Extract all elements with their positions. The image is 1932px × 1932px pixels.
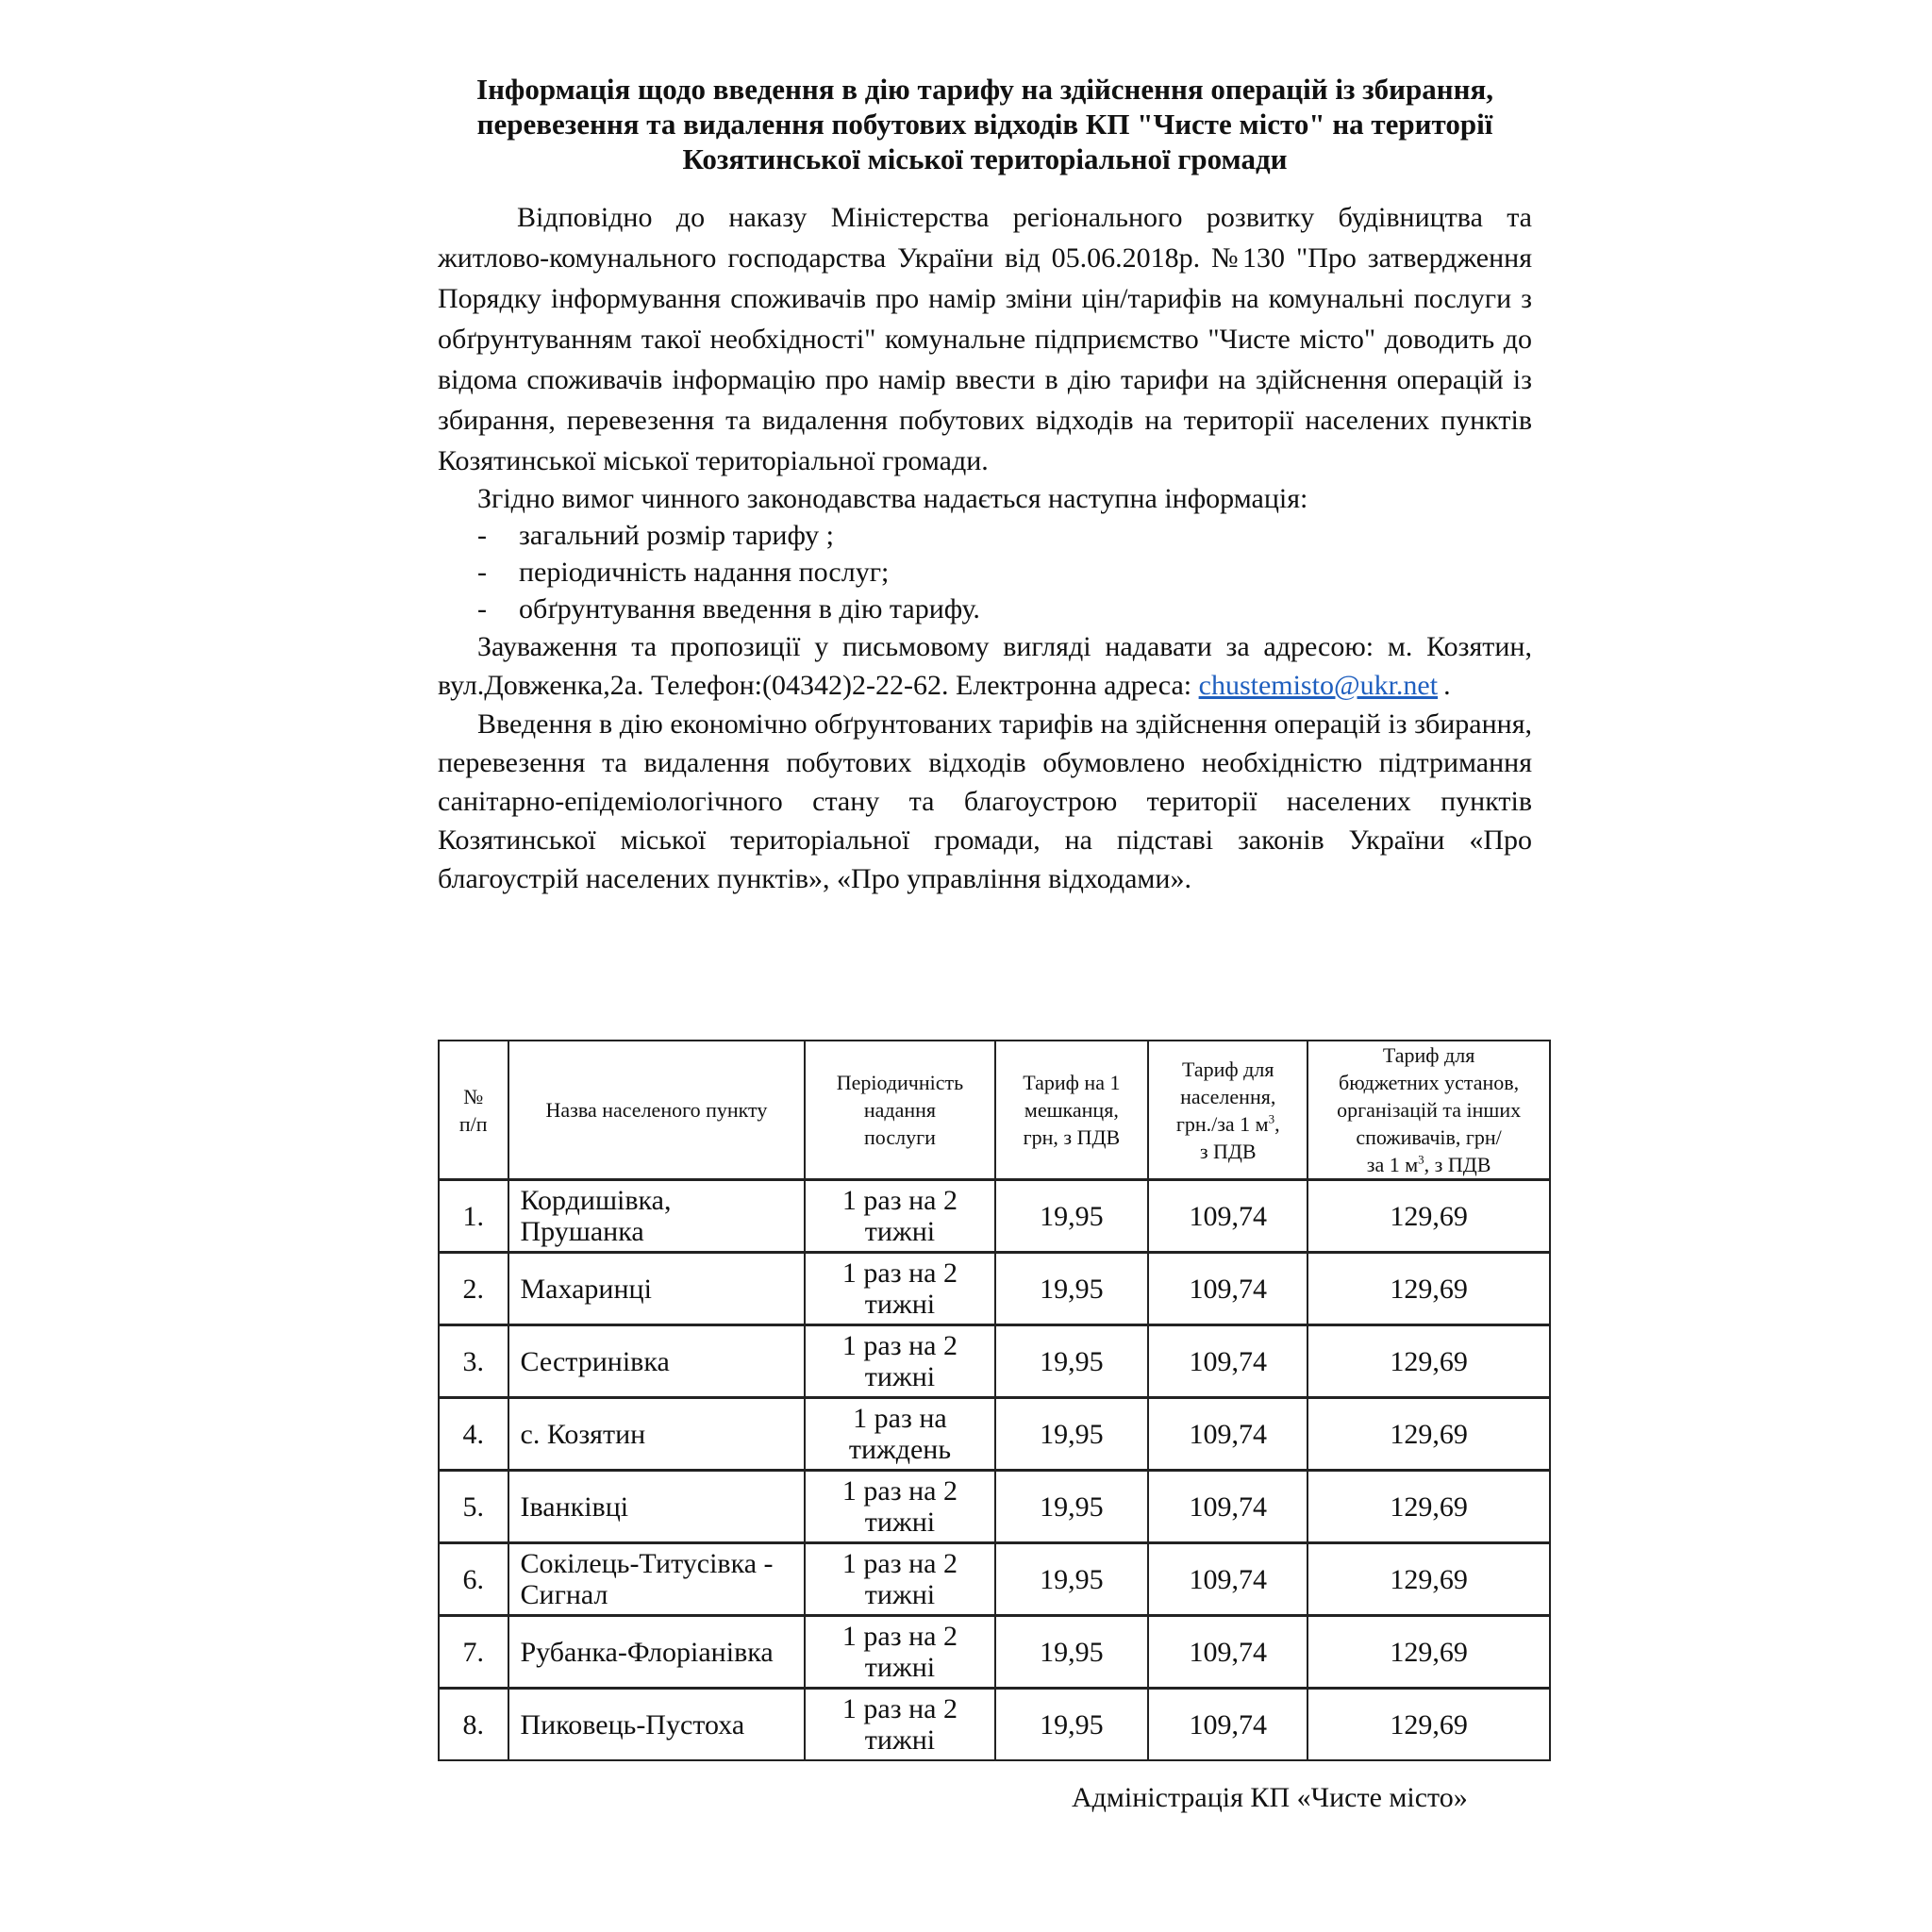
cell-tariff-per-resident: 19,95	[995, 1398, 1149, 1471]
cell-tariff-population: 109,74	[1148, 1253, 1307, 1325]
header-service-period: Періодичність надання послуги	[805, 1041, 994, 1180]
cell-tariff-budget: 129,69	[1307, 1543, 1550, 1616]
cell-tariff-budget: 129,69	[1307, 1398, 1550, 1471]
cell-service-period: 1 раз на 2 тижні	[805, 1689, 994, 1761]
table-row	[439, 1325, 1550, 1398]
contact-paragraph	[438, 627, 1532, 705]
cell-tariff-per-resident: 19,95	[995, 1543, 1149, 1616]
cell-tariff-budget: 129,69	[1307, 1180, 1550, 1253]
cell-tariff-per-resident: 19,95	[995, 1253, 1149, 1325]
contact-text: Зауваження та пропозиції у письмовому вигляді надавати за адресою: м. Козятин, вул.Довженка,2а. Телефон:(04342)2-22-62. Електронна адреса:	[438, 631, 1532, 701]
cell-tariff-budget: 129,69	[1307, 1616, 1550, 1689]
cell-tariff-budget: 129,69	[1307, 1325, 1550, 1398]
contact-trailing-period: .	[1443, 670, 1451, 701]
table-row	[439, 1543, 1550, 1616]
cell-settlement-name: Пиковець-Пустоха	[508, 1689, 806, 1761]
table-header-row	[439, 1041, 1550, 1180]
header-tariff-population: Тариф для населення, грн./за 1 $м^3$, з ПДВ	[1148, 1041, 1307, 1180]
title-line: перевезення та видалення побутових відходів КП "Чисте місто" на території	[476, 108, 1493, 141]
cell-settlement-name: Кордишівка, Прушанка	[508, 1180, 806, 1253]
cell-settlement-name: Сокілець-Титусівка - Сигнал	[508, 1543, 806, 1616]
table-row	[439, 1616, 1550, 1689]
cell-number: 1.	[439, 1180, 508, 1253]
list-item-text: загальний розмір тарифу ;	[519, 520, 834, 551]
cell-tariff-population: 109,74	[1148, 1398, 1307, 1471]
intro-paragraph: Відповідно до наказу Міністерства регіонального розвитку будівництва та житлово-комунального господарства України від 05.06.2018р. №130 "Про затвердження Порядку інформування споживачів про намір зміни цін/тарифів на комунальні послуги з обґрунтуванням такої необхідності" комунальне підприємство "Чисте місто" доводить до відома споживачів інформацію про намір ввести в дію тарифи на здійснення операцій із збирання, перевезення та видалення побутових відходів на території населених пунктів Козятинської міської територіальної громади.	[438, 202, 1532, 476]
table-row	[439, 1471, 1550, 1543]
cell-service-period: 1 раз на 2 тижні	[805, 1325, 994, 1398]
cell-settlement-name: Сестринівка	[508, 1325, 806, 1398]
document-title	[438, 72, 1532, 176]
info-lead: Згідно вимог чинного законодавства надається наступна інформація:	[477, 483, 1308, 514]
list-item-text: періодичність надання послуг;	[519, 557, 890, 588]
title-line: Козятинської міської територіальної громади	[682, 142, 1288, 175]
cell-tariff-budget: 129,69	[1307, 1689, 1550, 1761]
cell-settlement-name: Рубанка-Флоріанівка	[508, 1616, 806, 1689]
cell-number: 8.	[439, 1689, 508, 1761]
cell-tariff-population: 109,74	[1148, 1543, 1307, 1616]
cell-tariff-population: 109,74	[1148, 1471, 1307, 1543]
header-tariff-budget: Тариф для бюджетних установ, організацій та інших споживачів, грн/ за 1 $м^3$, з ПДВ	[1307, 1041, 1550, 1180]
header-number: № п/п	[439, 1041, 508, 1180]
list-bullet: -	[477, 557, 487, 588]
header-tariff-per-resident: Тариф на 1 мешканця, грн, з ПДВ	[995, 1041, 1149, 1180]
signature: Адміністрація КП «Чисте місто»	[1072, 1782, 1468, 1813]
cell-service-period: 1 раз на 2 тижні	[805, 1180, 994, 1253]
list-item	[477, 591, 1532, 627]
cell-number: 6.	[439, 1543, 508, 1616]
cell-number: 4.	[439, 1398, 508, 1471]
list-bullet: -	[477, 593, 487, 625]
cell-tariff-budget: 129,69	[1307, 1253, 1550, 1325]
title-line: Інформація щодо введення в дію тарифу на здійснення операцій із збирання,	[476, 73, 1493, 106]
document-page	[438, 72, 1532, 898]
table-row	[439, 1398, 1550, 1471]
table-row	[439, 1253, 1550, 1325]
list-bullet: -	[477, 520, 487, 551]
cell-tariff-population: 109,74	[1148, 1325, 1307, 1398]
cell-settlement-name: с. Козятин	[508, 1398, 806, 1471]
justification-paragraph: Введення в дію економічно обґрунтованих тарифів на здійснення операцій із збирання, перевезення та видалення побутових відходів обумовлено необхідністю підтримання санітарно-епідеміологічного стану та благоустрою території населених пунктів Козятинської міської територіальної громади, на підставі законів України «Про благоустрій населених пунктів», «Про управління відходами».	[438, 708, 1532, 894]
table-row	[439, 1689, 1550, 1761]
cell-number: 7.	[439, 1616, 508, 1689]
tariff-table	[438, 1040, 1551, 1761]
cell-service-period: 1 раз на 2 тижні	[805, 1616, 994, 1689]
cell-settlement-name: Махаринці	[508, 1253, 806, 1325]
table-row	[439, 1180, 1550, 1253]
cell-service-period: 1 раз на 2 тижні	[805, 1543, 994, 1616]
list-item-text: обґрунтування введення в дію тарифу.	[519, 593, 980, 625]
cell-service-period: 1 раз на 2 тижні	[805, 1253, 994, 1325]
cell-tariff-population: 109,74	[1148, 1616, 1307, 1689]
info-list	[438, 517, 1532, 627]
cell-tariff-per-resident: 19,95	[995, 1471, 1149, 1543]
list-item	[477, 554, 1532, 591]
cell-tariff-per-resident: 19,95	[995, 1616, 1149, 1689]
cell-settlement-name: Іванківці	[508, 1471, 806, 1543]
cell-number: 2.	[439, 1253, 508, 1325]
email-link[interactable]: chustemisto@ukr.net	[1198, 670, 1439, 701]
cell-number: 5.	[439, 1471, 508, 1543]
cell-tariff-population: 109,74	[1148, 1689, 1307, 1761]
list-item	[477, 517, 1532, 554]
cell-number: 3.	[439, 1325, 508, 1398]
cell-tariff-per-resident: 19,95	[995, 1180, 1149, 1253]
cell-service-period: 1 раз на тиждень	[805, 1398, 994, 1471]
cell-service-period: 1 раз на 2 тижні	[805, 1471, 994, 1543]
cell-tariff-budget: 129,69	[1307, 1471, 1550, 1543]
header-settlement-name: Назва населеного пункту	[508, 1041, 806, 1180]
cell-tariff-population: 109,74	[1148, 1180, 1307, 1253]
cell-tariff-per-resident: 19,95	[995, 1325, 1149, 1398]
cell-tariff-per-resident: 19,95	[995, 1689, 1149, 1761]
